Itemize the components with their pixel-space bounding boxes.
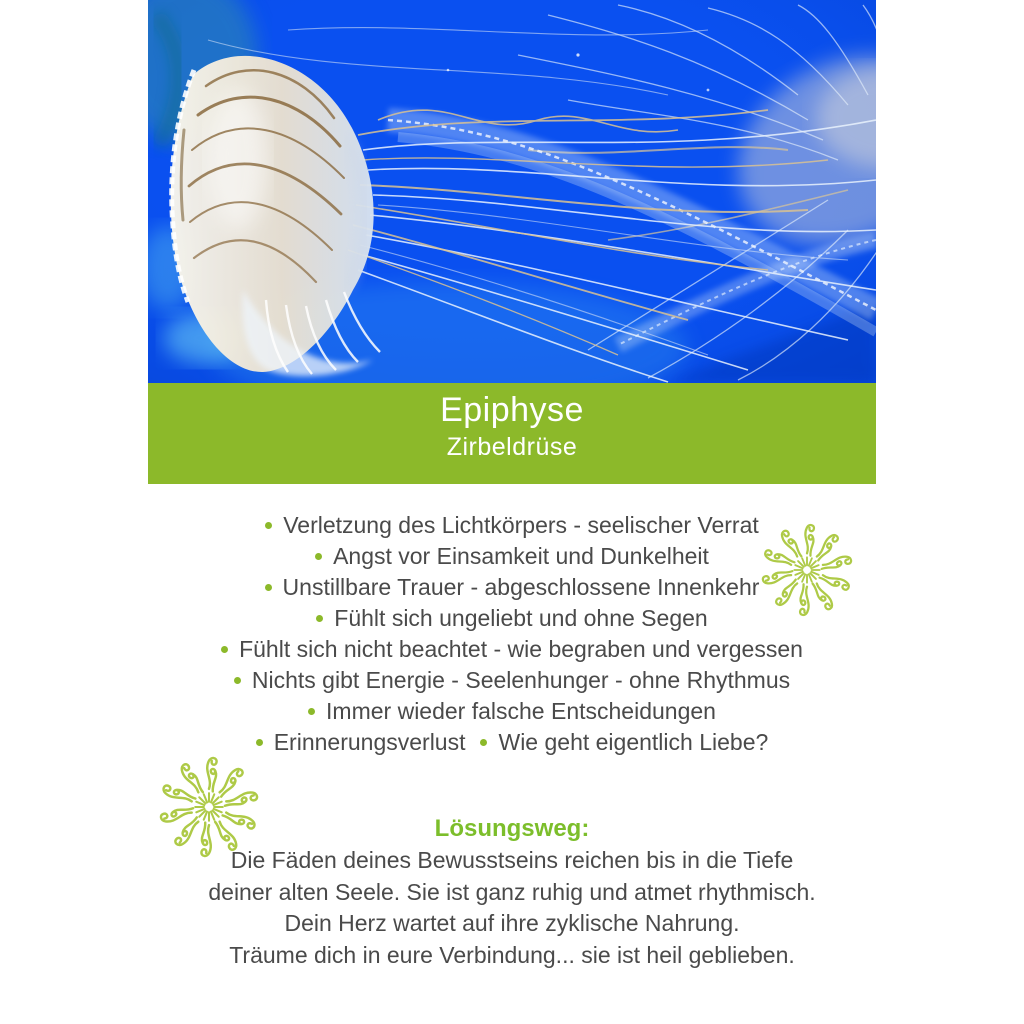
symptom-item (148, 510, 876, 541)
bullet-dot-icon (316, 615, 323, 622)
bullet-dot-icon (265, 584, 272, 591)
bullet-dot-icon (234, 677, 241, 684)
bullet-dot-icon (256, 739, 263, 746)
symptom-item (148, 665, 876, 696)
symptom-item (148, 634, 876, 665)
symptom-item (148, 603, 876, 634)
symptom-text: Angst vor Einsamkeit und Dunkelheit (333, 543, 709, 569)
page-title: Epiphyse (440, 391, 584, 429)
solution-line: deiner alten Seele. Sie ist ganz ruhig und atmet rhythmisch. (208, 878, 816, 905)
symptom-text: Verletzung des Lichtkörpers - seelischer Verrat (283, 512, 759, 538)
symptom-text: Wie geht eigentlich Liebe? (498, 729, 769, 755)
symptom-text: Erinnerungsverlust (273, 729, 466, 755)
bullet-dot-icon (221, 646, 228, 653)
bullet-dot-icon (308, 708, 315, 715)
jellyfish-illustration (148, 0, 876, 383)
symptom-item (148, 727, 876, 758)
symptom-item (148, 572, 876, 603)
solution-line: Dein Herz wartet auf ihre zyklische Nahrung. (284, 910, 740, 936)
bullet-dot-icon (265, 522, 272, 529)
symptom-text: Unstillbare Trauer - abgeschlossene Innenkehr (282, 574, 760, 600)
symptom-item (148, 541, 876, 572)
symptom-text: Immer wieder falsche Entscheidungen (326, 698, 716, 724)
page-subtitle: Zirbeldrüse (446, 433, 578, 461)
bullet-dot-icon (315, 553, 322, 560)
symptom-text: Nichts gibt Energie - Seelenhunger - ohne Rhythmus (251, 667, 791, 693)
solution-line: Träume dich in eure Verbindung... sie ist heil geblieben. (229, 941, 795, 968)
solution-text (148, 845, 876, 971)
title-banner (148, 383, 876, 484)
symptom-item (148, 696, 876, 727)
symptom-list (148, 510, 876, 758)
symptom-text: Fühlt sich nicht beachtet - wie begraben und vergessen (239, 636, 803, 662)
bullet-dot-icon (480, 739, 487, 746)
symptom-text: Fühlt sich ungeliebt und ohne Segen (334, 605, 708, 631)
solution-heading: Lösungsweg: (434, 815, 590, 842)
solution-line: Die Fäden deines Bewusstseins reichen bis in die Tiefe (230, 847, 794, 873)
jellyfish-photo (148, 0, 876, 383)
